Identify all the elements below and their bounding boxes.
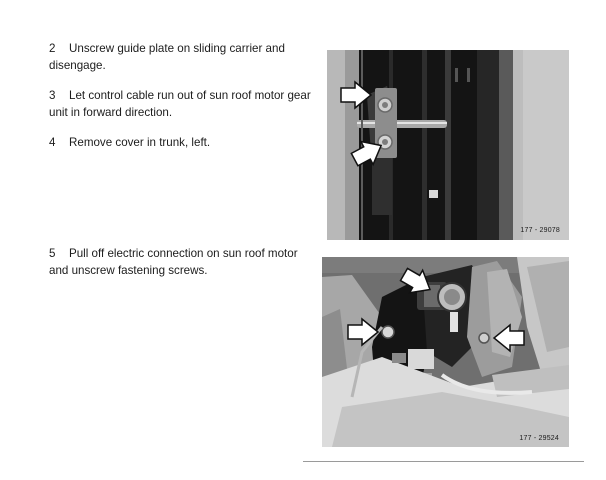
step-4: [49, 134, 311, 151]
step-text: Remove cover in trunk, left.: [69, 136, 211, 149]
step-number: 2: [49, 42, 56, 55]
photo-guide-plate: [327, 50, 569, 240]
step-number: 5: [49, 247, 56, 260]
step-5: [49, 245, 311, 279]
photo-sunroof-motor: [322, 257, 569, 447]
step-text: Let control cable run out of sun roof motor gear unit in forward direction.: [49, 89, 311, 119]
step-number: 3: [49, 89, 56, 102]
bottom-rule: [303, 461, 584, 462]
step-3: [49, 87, 311, 121]
step-text: Pull off electric connection on sun roof motor and unscrew fastening screws.: [49, 247, 298, 277]
step-2: [49, 40, 311, 74]
step-text: Unscrew guide plate on sliding carrier and disengage.: [49, 42, 285, 72]
figure-reference: 177 - 29524: [519, 435, 559, 442]
photo-sunroof-motor-image: [322, 257, 569, 447]
step-number: 4: [49, 136, 56, 149]
photo-guide-plate-image: [327, 50, 569, 240]
figure-reference: 177 - 29078: [520, 227, 560, 234]
